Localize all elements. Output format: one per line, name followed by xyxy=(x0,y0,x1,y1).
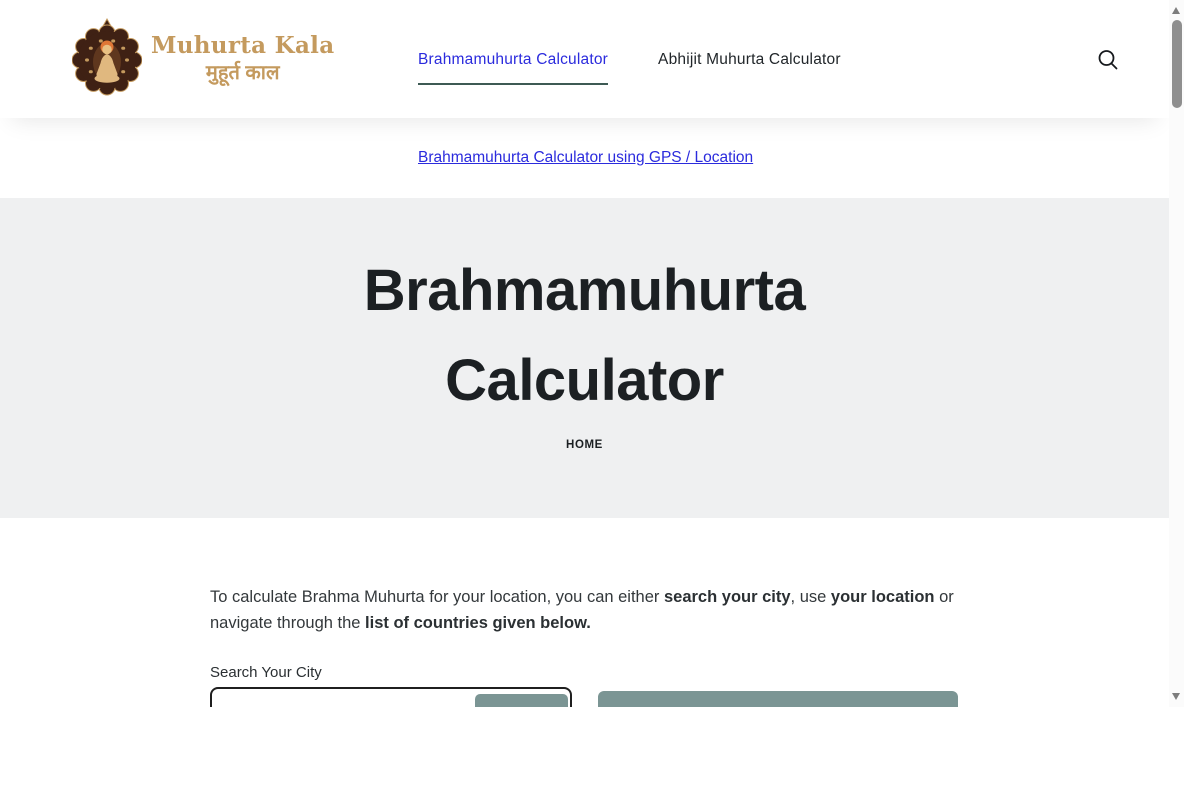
gps-link-bar xyxy=(0,118,1169,198)
intro-text-segment: or navigate through the xyxy=(210,588,954,632)
hero-section xyxy=(0,198,1169,518)
use-location-button[interactable] xyxy=(598,691,958,707)
intro-bold-your-location: your location xyxy=(830,588,935,606)
breadcrumb-home[interactable]: HOME xyxy=(566,439,603,451)
intro-bold-search-your-city: search your city xyxy=(663,588,791,606)
search-city-label: Search Your City xyxy=(210,664,322,681)
city-search-submit-button[interactable] xyxy=(475,694,568,707)
city-search-input[interactable] xyxy=(212,689,467,707)
intro-text-segment: , use xyxy=(790,588,831,606)
intro-bold-list-of-countries: list of countries given below. xyxy=(365,614,591,632)
nav-item-brahmamuhurta-calculator[interactable]: Brahmamuhurta Calculator xyxy=(418,51,608,85)
site-header xyxy=(0,0,1169,118)
nav-item-abhijit-muhurta-calculator[interactable]: Abhijit Muhurta Calculator xyxy=(658,51,841,68)
site-logo[interactable] xyxy=(72,16,334,102)
intro-text-segment: To calculate Brahma Muhurta for your location, you can either xyxy=(210,588,664,606)
page-title: Brahmamuhurta Calculator xyxy=(363,258,806,413)
search-button[interactable] xyxy=(1095,47,1121,73)
scroll-up-icon[interactable] xyxy=(1172,7,1180,14)
intro-section xyxy=(0,518,1169,707)
search-row xyxy=(210,687,1169,707)
vertical-scrollbar[interactable] xyxy=(1169,0,1184,707)
scroll-down-icon[interactable] xyxy=(1172,693,1180,700)
intro-paragraph xyxy=(210,584,970,636)
gps-location-link[interactable]: Brahmamuhurta Calculator using GPS / Location xyxy=(418,149,754,166)
muhurta-kala-mandala-icon xyxy=(72,16,142,102)
main-nav xyxy=(418,51,841,85)
brand-name-devanagari: मुहूर्त काल xyxy=(205,62,280,84)
brand-text xyxy=(151,32,334,86)
search-icon xyxy=(1095,47,1121,73)
city-search-field xyxy=(210,687,572,707)
brand-name: Muhurta Kala xyxy=(151,32,335,59)
scrollbar-thumb[interactable] xyxy=(1172,20,1182,108)
